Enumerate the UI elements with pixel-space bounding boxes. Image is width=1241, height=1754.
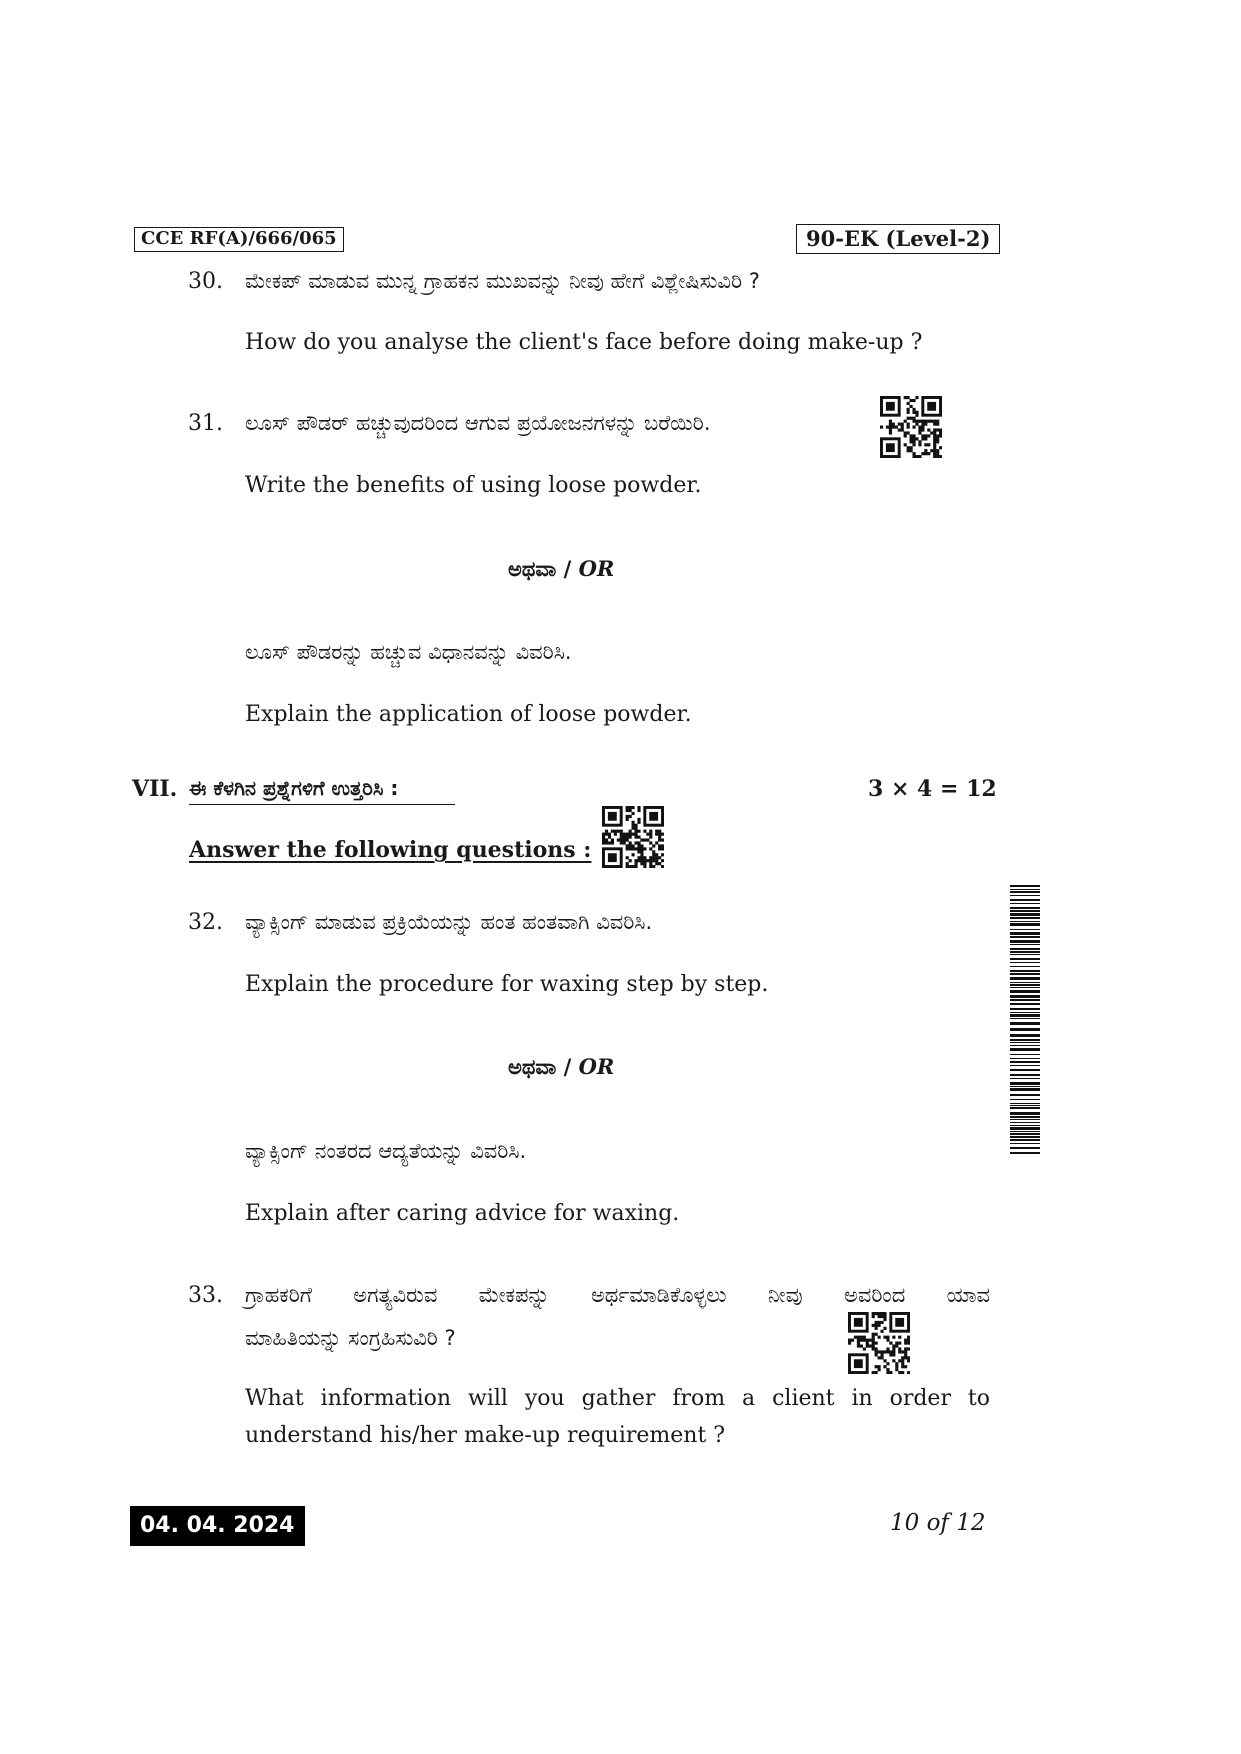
question-number-30: 30. bbox=[188, 269, 223, 294]
or-separator: ಅಥವಾ / OR bbox=[508, 556, 615, 581]
question-31-alt-english: Explain the application of loose powder. bbox=[245, 702, 692, 727]
barcode-icon bbox=[1010, 885, 1040, 1157]
question-32-alt-english: Explain after caring advice for waxing. bbox=[245, 1201, 680, 1226]
question-33-english-line-2: understand his/her make-up requirement ? bbox=[245, 1423, 726, 1448]
question-32-kannada: ವ್ಯಾಕ್ಸಿಂಗ್ ಮಾಡುವ ಪ್ರಕ್ರಿಯೆಯನ್ನು ಹಂತ ಹಂತವಾಗಿ ವಿವರಿಸಿ. bbox=[245, 910, 653, 934]
question-number-33: 33. bbox=[188, 1283, 223, 1308]
exam-date: 04. 04. 2024 bbox=[130, 1506, 305, 1546]
page-number: 10 of 12 bbox=[890, 1510, 986, 1536]
question-33-english-line-1: What information will you gather from a client in order to bbox=[245, 1386, 990, 1411]
subject-code: 90-EK (Level-2) bbox=[796, 224, 1000, 254]
question-33-kannada-line-2: ಮಾಹಿತಿಯನ್ನು ಸಂಗ್ರಹಿಸುವಿರಿ ? bbox=[245, 1326, 456, 1350]
question-30-english: How do you analyse the client's face before doing make-up ? bbox=[245, 330, 923, 355]
or-english: OR bbox=[578, 556, 615, 581]
question-30-kannada: ಮೇಕಪ್ ಮಾಡುವ ಮುನ್ನ ಗ್ರಾಹಕನ ಮುಖವನ್ನು ನೀವು ಹೇಗೆ ವಿಶ್ಲೇಷಿಸುವಿರಿ ? bbox=[245, 269, 760, 293]
question-number-31: 31. bbox=[188, 411, 223, 436]
question-number-32: 32. bbox=[188, 910, 223, 935]
or-kannada: ಅಥವಾ bbox=[508, 1054, 557, 1079]
question-31-alt-kannada: ಲೂಸ್ ಪೌಡರನ್ನು ಹಚ್ಚುವ ವಿಧಾನವನ್ನು ವಿವರಿಸಿ. bbox=[245, 640, 572, 664]
section-instruction-english: Answer the following questions : bbox=[189, 837, 592, 863]
question-32-english: Explain the procedure for waxing step by step. bbox=[245, 972, 769, 997]
or-english: OR bbox=[578, 1054, 615, 1079]
qr-code-icon bbox=[848, 1312, 910, 1374]
question-31-english: Write the benefits of using loose powder. bbox=[245, 473, 702, 498]
paper-code: CCE RF(A)/666/065 bbox=[134, 227, 344, 252]
or-separator: ಅಥವಾ / OR bbox=[508, 1054, 615, 1079]
question-32-alt-kannada: ವ್ಯಾಕ್ಸಿಂಗ್ ನಂತರದ ಆದ್ಯತೆಯನ್ನು ವಿವರಿಸಿ. bbox=[245, 1139, 527, 1163]
or-kannada: ಅಥವಾ bbox=[508, 556, 557, 581]
section-number: VII. bbox=[132, 776, 178, 802]
qr-code-icon bbox=[602, 806, 664, 868]
section-instruction-kannada: ಈ ಕೆಳಗಿನ ಪ್ರಶ್ನೆಗಳಿಗೆ ಉತ್ತರಿಸಿ : bbox=[189, 776, 455, 805]
section-marks: 3 × 4 = 12 bbox=[868, 776, 997, 802]
question-33-kannada-line-1: ಗ್ರಾಹಕರಿಗೆ ಅಗತ್ಯವಿರುವ ಮೇಕಪನ್ನು ಅರ್ಥಮಾಡಿಕೊಳ್ಳಲು ನೀವು ಅವರಿಂದ ಯಾವ bbox=[245, 1283, 990, 1307]
qr-code-icon bbox=[880, 396, 942, 458]
question-31-kannada: ಲೂಸ್ ಪೌಡರ್ ಹಚ್ಚುವುದರಿಂದ ಆಗುವ ಪ್ರಯೋಜನಗಳನ್ನು ಬರೆಯಿರಿ. bbox=[245, 411, 711, 435]
